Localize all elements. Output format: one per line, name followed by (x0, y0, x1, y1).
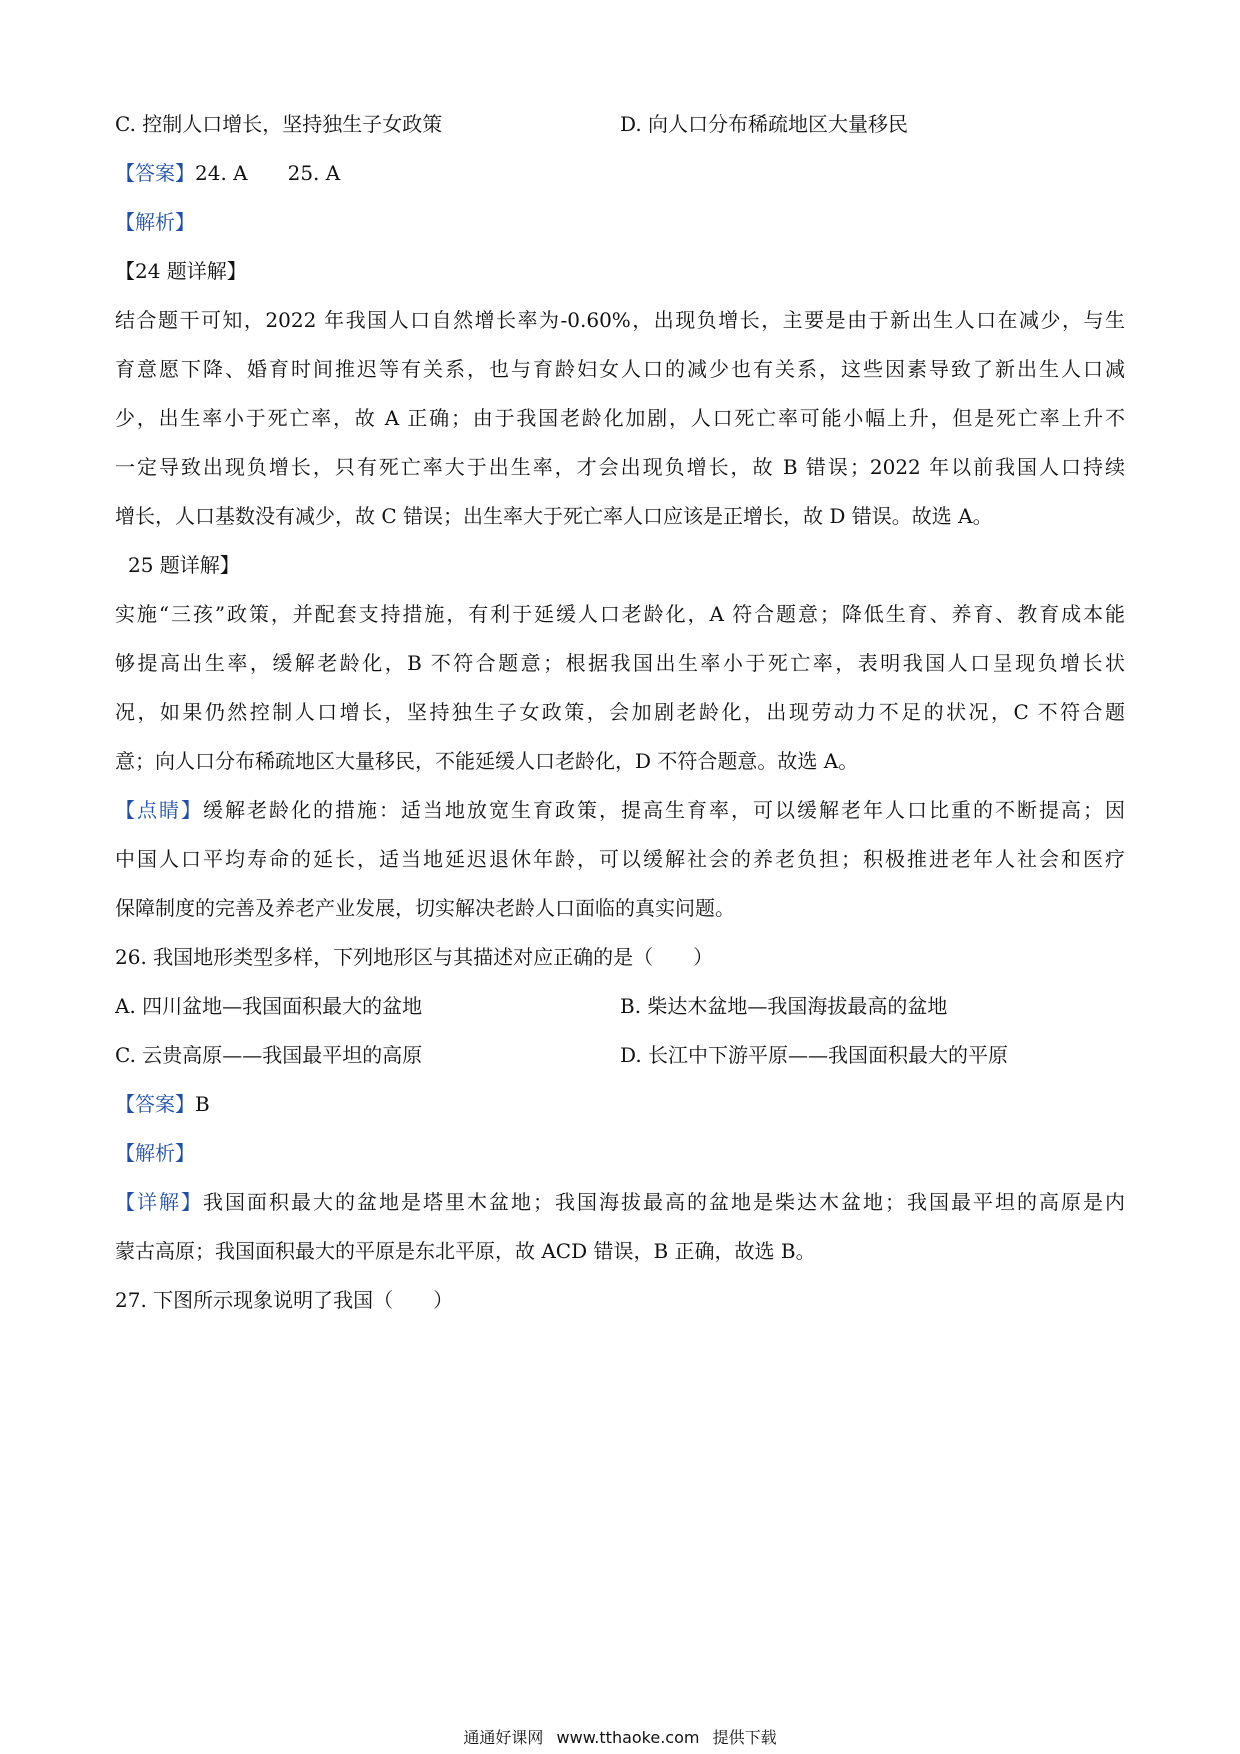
dianjing-line (115, 786, 1125, 835)
q25-detail-line: 够提高出生率，缓解老龄化，B 不符合题意；根据我国出生率小于死亡率，表明我国人口呈现负增长状 (115, 651, 1125, 675)
q26-detail-line: 蒙古高原；我国面积最大的平原是东北平原，故 ACD 错误，B 正确，故选 B。 (115, 1239, 816, 1263)
q26-option-b: B. 柴达木盆地—我国海拔最高的盆地 (620, 994, 948, 1018)
q26-detail-line-text: 我国面积最大的盆地是塔里木盆地；我国海拔最高的盆地是柴达木盆地；我国最平坦的高原是内 (203, 1190, 1125, 1214)
q25-option-c: C. 控制人口增长，坚持独生子女政策 (115, 112, 443, 136)
page-footer (0, 1725, 1240, 1748)
analysis-heading-1: 【解析】 (115, 210, 195, 234)
dianjing-tag: 【点睛】 (115, 798, 203, 822)
q26-options-ab (115, 982, 1125, 1031)
dianjing-line: 保障制度的完善及养老产业发展，切实解决老龄人口面临的真实问题。 (115, 896, 735, 920)
q24-detail-line: 结合题干可知，2022 年我国人口自然增长率为-0.60%，出现负增长，主要是由于新出生人口在减少，与生 (115, 308, 1125, 332)
q27-stem: 27. 下图所示现象说明了我国（ ） (115, 1288, 454, 1312)
answer-tag: 【答案】 (115, 161, 195, 185)
q26-detail-line (115, 1178, 1125, 1227)
analysis-heading-2: 【解析】 (115, 1141, 195, 1165)
q26-option-d: D. 长江中下游平原——我国面积最大的平原 (620, 1043, 1009, 1067)
q25-detail-heading: 25 题详解】 (128, 553, 240, 577)
answer-text: 24. A 25. A (195, 161, 341, 185)
document-page (115, 100, 1125, 1325)
dianjing-line: 中国人口平均寿命的延长，适当地延迟退休年龄，可以缓解社会的养老负担；积极推进老年人社会和医疗 (115, 847, 1125, 871)
footer-url[interactable]: www.tthaoke.com (556, 1728, 700, 1747)
q26-stem: 26. 我国地形类型多样，下列地形区与其描述对应正确的是（ ） (115, 945, 714, 969)
q24-detail-heading: 【24 题详解】 (115, 259, 247, 283)
q25-detail-line: 实施“三孩”政策，并配套支持措施，有利于延缓人口老龄化，A 符合题意；降低生育、养育、教育成本能 (115, 602, 1125, 626)
q24-detail-paragraph (115, 296, 1125, 541)
q26-option-c: C. 云贵高原——我国最平坦的高原 (115, 1043, 423, 1067)
dianjing-line-text: 缓解老龄化的措施：适当地放宽生育政策，提高生育率，可以缓解老年人口比重的不断提高；因 (203, 798, 1125, 822)
q24-detail-line: 增长，人口基数没有减少，故 C 错误；出生率大于死亡率人口应该是正增长，故 D 错误。故选 A。 (115, 504, 993, 528)
q26-option-a: A. 四川盆地—我国面积最大的盆地 (115, 994, 423, 1018)
dianjing-paragraph (115, 786, 1125, 933)
footer-action: 提供下载 (712, 1728, 777, 1747)
answer-24-25 (115, 149, 1125, 198)
q26-detail-paragraph (115, 1178, 1125, 1276)
q25-detail-line: 意；向人口分布稀疏地区大量移民，不能延缓人口老龄化，D 不符合题意。故选 A。 (115, 749, 859, 773)
footer-site-name: 通通好课网 (463, 1728, 544, 1747)
q24-detail-line: 少，出生率小于死亡率，故 A 正确；由于我国老龄化加剧，人口死亡率可能小幅上升，但是死亡率上升不 (115, 406, 1125, 430)
q25-option-d: D. 向人口分布稀疏地区大量移民 (620, 112, 909, 136)
q26-answer (115, 1080, 1125, 1129)
q26-options-cd (115, 1031, 1125, 1080)
q26-detail-tag: 【详解】 (115, 1190, 203, 1214)
q25-options-cd (115, 100, 1125, 149)
q26-answer-tag: 【答案】 (115, 1092, 195, 1116)
q25-detail-paragraph (115, 590, 1125, 786)
q26-answer-text: B (195, 1092, 210, 1116)
q25-detail-line: 况，如果仍然控制人口增长，坚持独生子女政策，会加剧老龄化，出现劳动力不足的状况，C 不符合题 (115, 700, 1125, 724)
q24-detail-line: 一定导致出现负增长，只有死亡率大于出生率，才会出现负增长，故 B 错误；2022 年以前我国人口持续 (115, 455, 1125, 479)
q24-detail-line: 育意愿下降、婚育时间推迟等有关系，也与育龄妇女人口的减少也有关系，这些因素导致了新出生人口减 (115, 357, 1125, 381)
